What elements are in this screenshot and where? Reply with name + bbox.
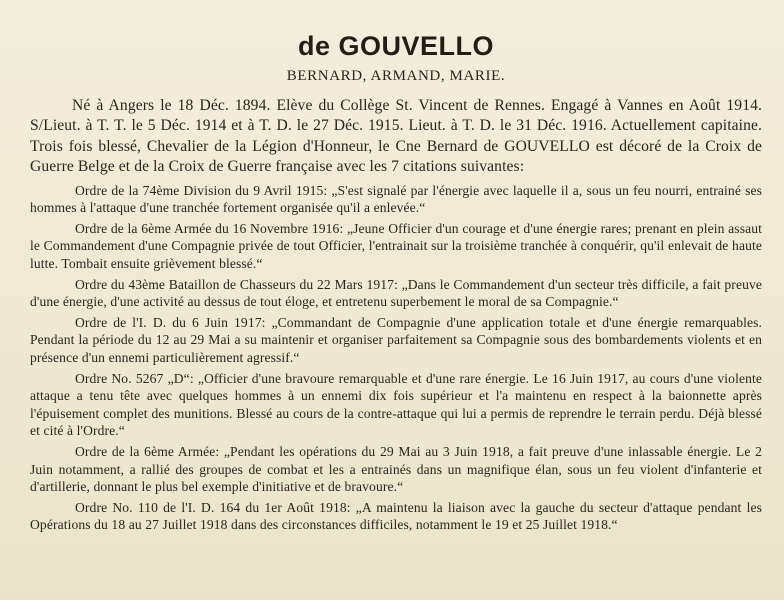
- citation-1: Ordre de la 74ème Division du 9 Avril 1915: „S'est signalé par l'énergie avec laquelle il a, sous un feu nourri, entrainé ses hommes à l'attaque d'une tranchée fortement organisée qu'il a enlevée.“: [30, 182, 762, 216]
- citation-2: Ordre de la 6ème Armée du 16 Novembre 1916: „Jeune Officier d'un courage et d'une énergie rares; prenant en plein assaut le Commandement d'une Compagnie privée de tout Officier, l'entrainait sur la troisième tranchée à conquérir, qu'il enlevait de haute lutte. Tombait ensuite grièvement blessé.“: [30, 220, 762, 271]
- citation-7: Ordre No. 110 de l'I. D. 164 du 1er Août 1918: „A maintenu la liaison avec la gauche du secteur d'attaque pendant les Opérations du 18 au 27 Juillet 1918 dans des circonstances difficiles, notamment le 19 et 25 Juillet 1918.“: [30, 499, 762, 533]
- citation-6: Ordre de la 6ème Armée: „Pendant les opérations du 29 Mai au 3 Juin 1918, a fait preuve d'une inlassable énergie. Le 2 Juin notamment, a rallié des groupes de combat et les a entrainés dans un magnifique élan, sous un feu violent d'infanterie et d'artillerie, donnant le plus bel exemple d'initiative et de bravoure.“: [30, 443, 762, 495]
- given-names: BERNARD, ARMAND, MARIE.: [286, 68, 506, 84]
- citation-3: Ordre du 43ème Bataillon de Chasseurs du 22 Mars 1917: „Dans le Commandement d'un secteur très difficile, a fait preuve d'une énergie, d'une activité au dessus de tout éloge, et entretenu superbement le moral de sa Compagnie.“: [30, 276, 762, 310]
- citation-5: Ordre No. 5267 „D“: „Officier d'une bravoure remarquable et d'une rare énergie. Le 16 Juin 1917, au cours d'une violente attaque a tenu tête avec quelques hommes à un ennemi dix fois supérieur et l'a maintenu en respect à la baionnette après l'épuisement complet des munitions. Blessé au cours de la contre-attaque qui lui a permis de reprendre le terrain perdu. Déjà blessé et cité à l'Ordre.“: [30, 370, 762, 439]
- page-title: de GOUVELLO: [297, 31, 495, 61]
- biography-paragraph: Né à Angers le 18 Déc. 1894. Elève du Collège St. Vincent de Rennes. Engagé à Vannes en Août 1914. S/Lieut. à T. T. le 5 Déc. 1914 et à T. D. le 27 Déc. 1915. Lieut. à T. D. le 31 Déc. 1916. Actuellement capitaine. Trois fois blessé, Chevalier de la Légion d'Honneur, le Cne Bernard de GOUVELLO est décoré de la Croix de Guerre Belge et de la Croix de Guerre française avec les 7 citations suivantes:: [30, 97, 762, 176]
- citation-4: Ordre de l'I. D. du 6 Juin 1917: „Commandant de Compagnie d'une application totale et d'une énergie remarquables. Pendant la période du 12 au 29 Mai a su maintenir et organiser parfaitement sa Compagnie sous des bombardements violents et en présence d'un ennemi particulièrement agressif.“: [30, 314, 762, 365]
